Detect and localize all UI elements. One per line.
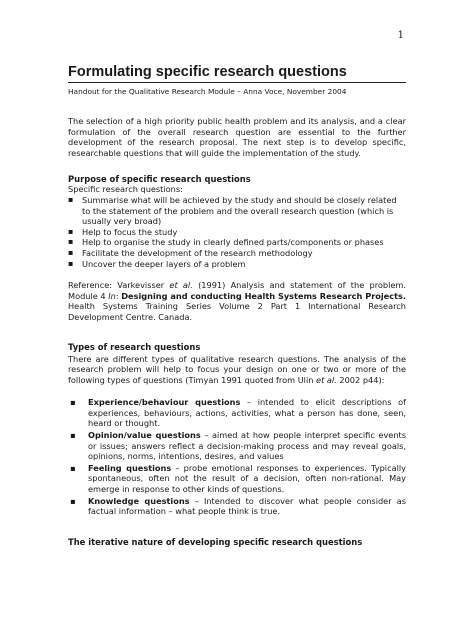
question-type-term: Knowledge questions [88,495,190,506]
list-item [68,397,406,429]
question-type-term: Opinion/value questions [88,430,201,441]
list-item-text: Uncover the deeper layers of a problem [82,258,246,269]
list-item [68,496,406,517]
bullet-icon: ▪ [68,194,74,204]
list-item [68,248,406,259]
types-text-part2: 2002 p44): [336,374,385,385]
question-type-desc: – probe emotional responses to experiences. Typically spontaneous, often not the result of a decision, often non-rational. May emerge in response to other kinds of questions. [88,462,406,495]
bullet-icon: ▪ [70,397,76,408]
reference-et-al: et al. [169,280,193,291]
types-heading: Types of research questions [68,341,201,352]
question-types-list [68,397,406,517]
bullet-icon: ▪ [68,237,74,247]
list-item-text: Summarise what will be achieved by the study and should be closely related to the statement of the problem and the overall research question (which is usually very broad) [82,194,397,227]
page-title: Formulating specific research questions [68,64,406,83]
page-number: 1 [397,30,404,41]
handout-subtitle: Handout for the Qualitative Research Module – Anna Voce, November 2004 [68,87,347,96]
purpose-lead: Specific research questions: [68,184,183,195]
list-item-text: Help to focus the study [82,226,178,237]
list-item-text: Facilitate the development of the research methodology [82,247,313,258]
question-type-term: Feeling questions [88,462,172,473]
types-et-al: et al. [316,374,337,385]
reference-colon: : [115,290,122,301]
question-type-desc: – Intended to discover what people consider as factual information – what people think is true. [88,495,407,517]
bullet-icon: ▪ [68,247,74,257]
purpose-list [68,195,406,269]
list-item [68,259,406,270]
list-item-text: Help to organise the study in clearly defined parts/components or phases [82,237,384,248]
types-text-part1: There are different types of qualitative research questions. The analysis of the research problem will help to focus your design on one or two or more of the following types of questions (Timyan 1991 quoted from Ulin [68,353,406,385]
bullet-icon: ▪ [68,258,74,268]
question-type-desc: – aimed at how people interpret specific events or issues; answers reflect a decision-making process and may reveal goals, opinions, norms, intentions, desires, and values [88,430,406,462]
purpose-heading: Purpose of specific research questions [68,174,251,185]
list-item [68,463,406,495]
reference-paragraph [68,280,406,322]
list-item [68,237,406,248]
iterative-heading: The iterative nature of developing specific research questions [68,536,363,547]
types-paragraph [68,354,406,386]
list-item [68,227,406,238]
bullet-icon: ▪ [70,495,76,506]
question-type-desc: – intended to elicit descriptions of experiences, behaviours, actions, activities, what a person has done, seen, heard or thought. [88,397,407,429]
reference-in: In [108,290,116,301]
reference-book-title: Designing and conducting Health Systems Research Projects. [121,290,406,301]
reference-part2: Health Systems Training Series Volume 2 Part 1 International Research Development Centre. Canada. [68,301,406,322]
list-item [68,430,406,462]
list-item [68,195,406,227]
bullet-icon: ▪ [70,462,76,473]
bullet-icon: ▪ [70,430,76,441]
bullet-icon: ▪ [68,226,74,236]
reference-prefix: Reference: Varkevisser [68,280,170,291]
question-type-term: Experience/behaviour questions [88,397,241,408]
intro-paragraph: The selection of a high priority public health problem and its analysis, and a clear formulation of the overall research question are essential to the further development of the research proposal. The next step is to develop specific, researchable questions that will guide the implementation of the study. [68,116,406,158]
reference-part1: (1991) Analysis and statement of the problem. Module 4 [68,280,406,301]
document-body [68,64,406,547]
